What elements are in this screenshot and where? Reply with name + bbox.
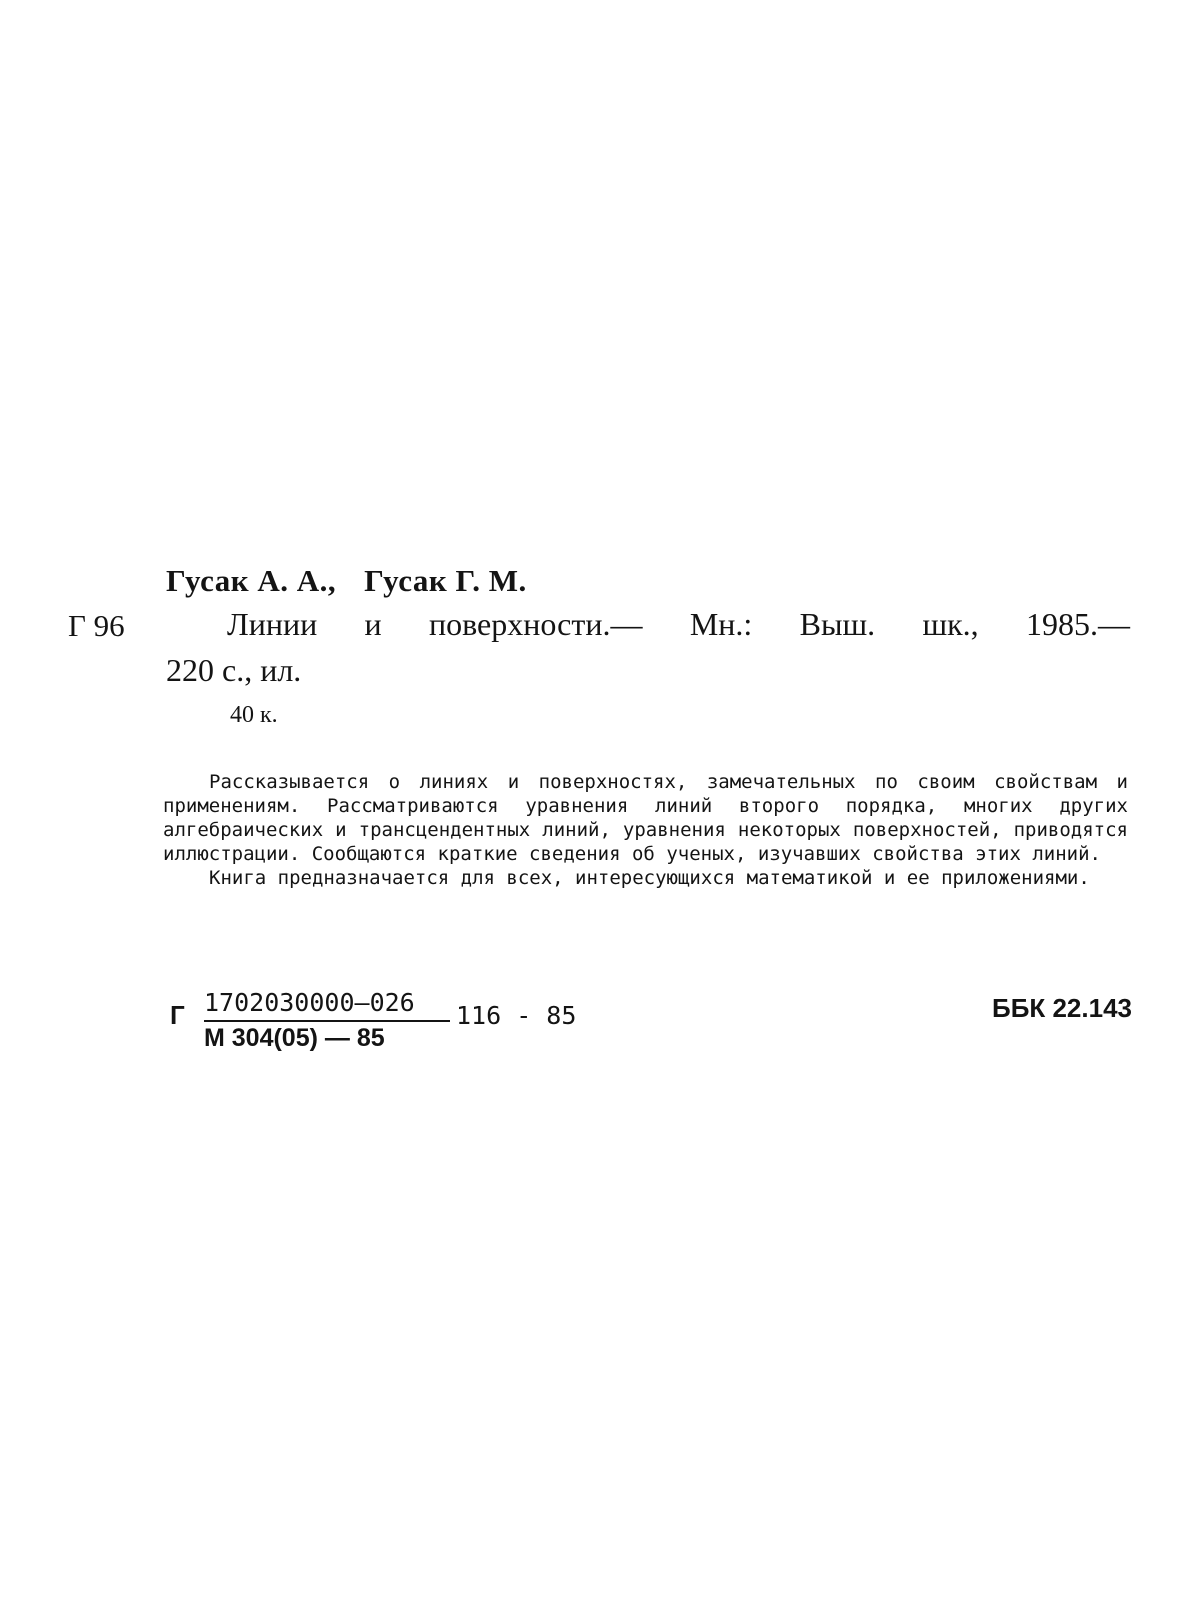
code-tail: 116 - 85 [456,1001,577,1030]
code-denominator: М 304(05) — 85 [204,1024,385,1052]
bbk-code: ББК 22.143 [992,993,1132,1023]
annotation [163,770,1128,890]
index-code: Г 96 [68,608,125,643]
annotation-paragraph-2: Книга предназначается для всех, интересующихся математикой и ее приложениями. [209,867,1090,889]
fraction-rule [204,1020,450,1022]
annotation-paragraph-1: Рассказывается о линиях и поверхностях, замечательных по своим свойствам и применениям. Рассматриваются уравнения линий второго порядка, многих других алгебраических и трансцендентных линий, уравнения некоторых поверхностей, приводятся иллюстрации. Сообщаются краткие сведения об ученых, изучавших свойства этих линий. [163,771,1128,865]
code-numerator: 1702030000—026 [204,988,415,1017]
price: 40 к. [230,702,278,728]
author-2: Гусак Г. М. [364,563,527,598]
title-imprint-line: Линии и поверхности.— Мн.: Выш. шк., 1985.— [227,606,1130,642]
authors-heading [166,563,527,599]
author-1: Гусак А. А., [166,563,337,598]
code-prefix: Г [170,1000,185,1030]
pages-illustrations: 220 с., ил. [166,652,302,688]
publisher-code-fraction [170,988,590,1058]
